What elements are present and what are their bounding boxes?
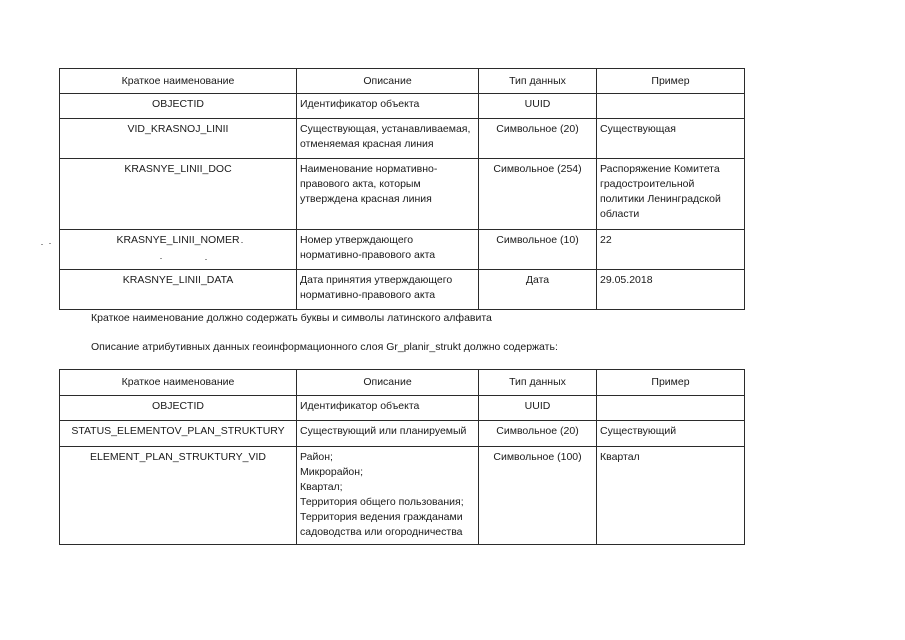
table-row — [60, 447, 745, 545]
column-header-example: Пример — [597, 370, 745, 396]
table-header-row — [60, 69, 745, 94]
cell-data-type: Символьное (10) — [479, 230, 597, 270]
cell-data-type: Символьное (20) — [479, 421, 597, 447]
cell-example: Существующая — [597, 119, 745, 159]
cell-short-name: STATUS_ELEMENTOV_PLAN_STRUKTURY — [60, 421, 297, 447]
table-row — [60, 230, 745, 270]
column-header-description: Описание — [297, 69, 479, 94]
table-row — [60, 119, 745, 159]
cell-data-type: UUID — [479, 94, 597, 119]
scan-speck — [49, 243, 51, 244]
cell-example: 29.05.2018 — [597, 270, 745, 310]
column-header-short-name: Краткое наименование — [60, 370, 297, 396]
cell-description: Номер утверждающего нормативно-правового акта — [297, 230, 479, 270]
cell-description: Дата принятия утверждающего нормативно-правового акта — [297, 270, 479, 310]
table-row — [60, 159, 745, 230]
cell-short-name: VID_KRASNOJ_LINII — [60, 119, 297, 159]
scan-speck — [241, 242, 243, 243]
cell-description: Наименование нормативно-правового акта, которым утверждена красная линия — [297, 159, 479, 230]
cell-example — [597, 396, 745, 421]
cell-data-type: Символьное (20) — [479, 119, 597, 159]
table-row — [60, 270, 745, 310]
cell-example: Существующий — [597, 421, 745, 447]
cell-short-name: OBJECTID — [60, 396, 297, 421]
column-header-description: Описание — [297, 370, 479, 396]
column-header-data-type: Тип данных — [479, 69, 597, 94]
cell-example — [597, 94, 745, 119]
cell-data-type: Дата — [479, 270, 597, 310]
layer-description-intro: Описание атрибутивных данных геоинформационного слоя Gr_planir_strukt должно содержать: — [91, 341, 558, 353]
column-header-data-type: Тип данных — [479, 370, 597, 396]
scan-speck — [41, 244, 43, 245]
cell-description: Идентификатор объекта — [297, 396, 479, 421]
cell-short-name: KRASNYE_LINII_NOMER — [60, 230, 297, 270]
table-header-row — [60, 370, 745, 396]
cell-data-type: UUID — [479, 396, 597, 421]
latin-alphabet-note: Краткое наименование должно содержать буквы и символы латинского алфавита — [91, 312, 492, 324]
attribute-table-red-lines — [59, 68, 745, 310]
table-row — [60, 396, 745, 421]
table-row — [60, 94, 745, 119]
cell-data-type: Символьное (254) — [479, 159, 597, 230]
cell-description: Существующая, устанавливаемая, отменяемая красная линия — [297, 119, 479, 159]
table-row — [60, 421, 745, 447]
attribute-table-planning-structure — [59, 369, 745, 545]
column-header-example: Пример — [597, 69, 745, 94]
column-header-short-name: Краткое наименование — [60, 69, 297, 94]
cell-short-name: KRASNYE_LINII_DATA — [60, 270, 297, 310]
cell-example: 22 — [597, 230, 745, 270]
cell-example: Распоряжение Комитета градостроительной политики Ленинградской области — [597, 159, 745, 230]
scan-speck — [205, 259, 207, 260]
cell-description: Идентификатор объекта — [297, 94, 479, 119]
cell-example: Квартал — [597, 447, 745, 545]
scan-speck — [160, 258, 162, 259]
cell-short-name: OBJECTID — [60, 94, 297, 119]
cell-description: Существующий или планируемый — [297, 421, 479, 447]
cell-data-type: Символьное (100) — [479, 447, 597, 545]
cell-description: Район; Микрорайон; Квартал; Территория общего пользования; Территория ведения гражданами садоводства или огородничества — [297, 447, 479, 545]
cell-short-name: ELEMENT_PLAN_STRUKTURY_VID — [60, 447, 297, 545]
cell-short-name: KRASNYE_LINII_DOC — [60, 159, 297, 230]
